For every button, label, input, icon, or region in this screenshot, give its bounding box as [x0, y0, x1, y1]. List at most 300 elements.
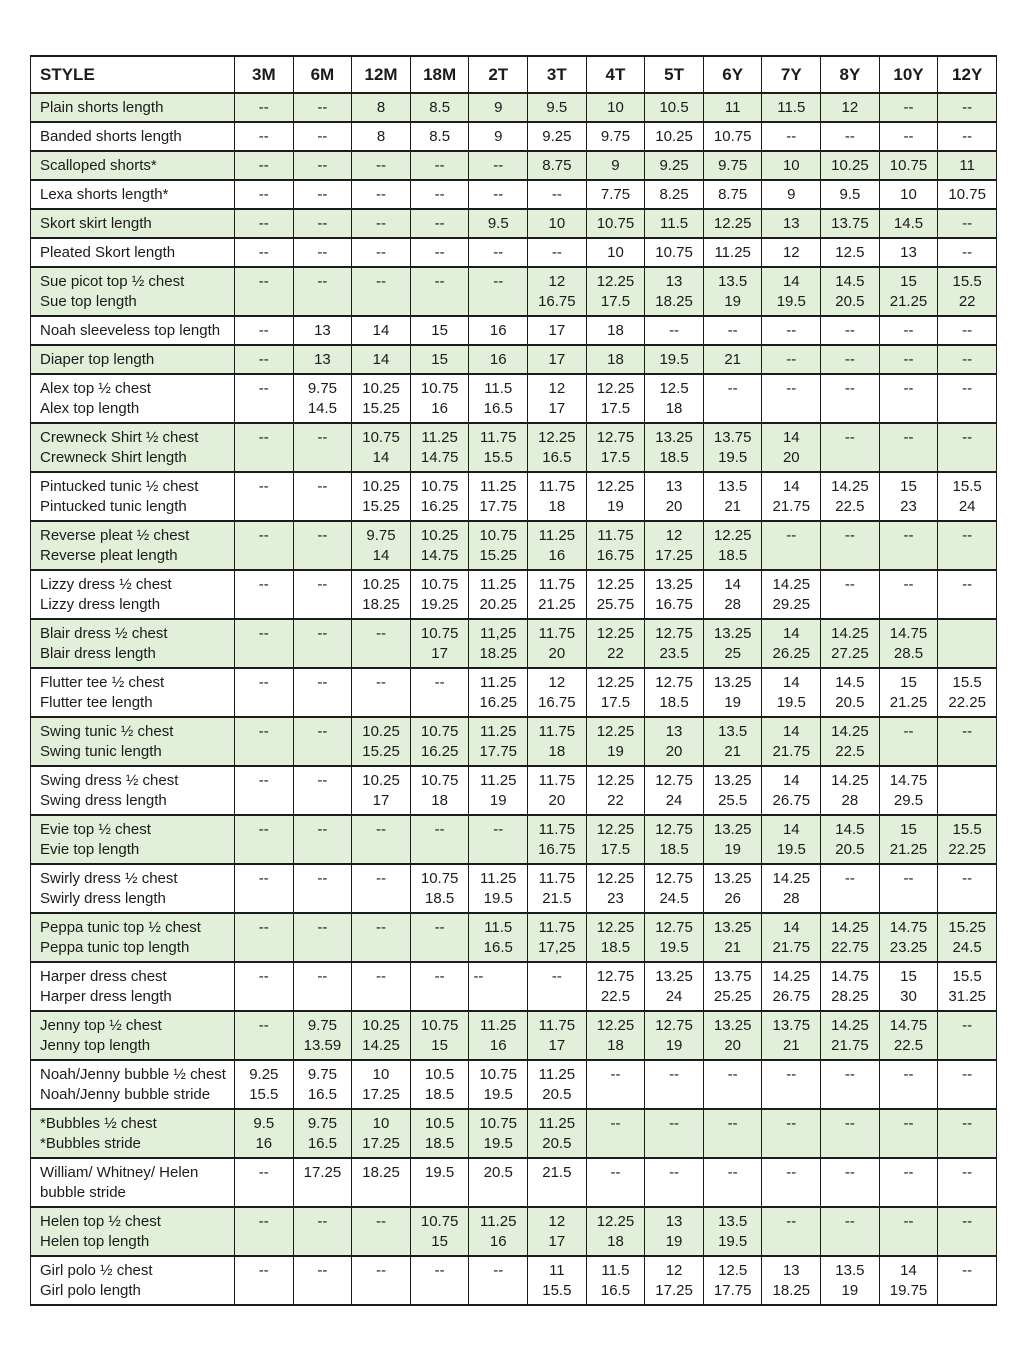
- size-cell: 13.25 21: [703, 913, 762, 962]
- size-cell: 14.25 22.75: [821, 913, 880, 962]
- size-cell: --: [528, 238, 587, 267]
- size-cell: 11.75 21.25: [528, 570, 587, 619]
- size-cell: 10.75 19.25: [410, 570, 469, 619]
- size-cell: --: [235, 151, 294, 180]
- size-cell: 14.25 29.25: [762, 570, 821, 619]
- size-cell: 12.5 18: [645, 374, 704, 423]
- size-cell: 12.75 17.5: [586, 423, 645, 472]
- size-cell: 11: [938, 151, 997, 180]
- size-cell: --: [235, 962, 294, 1011]
- size-cell: --: [293, 151, 352, 180]
- size-cell: --: [586, 1109, 645, 1158]
- size-cell: 10.75 19.5: [469, 1109, 528, 1158]
- size-cell: 12 17: [528, 1207, 587, 1256]
- size-cell: --: [293, 913, 352, 962]
- row-label: William/ Whitney/ Helen bubble stride: [31, 1158, 235, 1207]
- size-cell: --: [293, 1256, 352, 1305]
- size-cell: 13.25 18.5: [645, 423, 704, 472]
- size-cell: 19.5: [410, 1158, 469, 1207]
- size-cell: --: [938, 1158, 997, 1207]
- size-cell: --: [938, 570, 997, 619]
- size-cell: --: [821, 864, 880, 913]
- size-cell: --: [410, 151, 469, 180]
- size-cell: 13 19: [645, 1207, 704, 1256]
- size-cell: --: [879, 570, 938, 619]
- row-label: *Bubbles ½ chest *Bubbles stride: [31, 1109, 235, 1158]
- size-cell: --: [938, 1011, 997, 1060]
- size-cell: --: [293, 1207, 352, 1256]
- size-cell: --: [821, 345, 880, 374]
- table-row: [31, 1109, 997, 1158]
- size-cell: 9.75 16.5: [293, 1109, 352, 1158]
- size-cell: --: [352, 815, 411, 864]
- size-cell: 11.75 15.5: [469, 423, 528, 472]
- size-cell: 10 17.25: [352, 1109, 411, 1158]
- size-cell: --: [938, 1256, 997, 1305]
- size-cell: 14 19.5: [762, 668, 821, 717]
- size-cell: --: [235, 180, 294, 209]
- size-cell: 13 20: [645, 472, 704, 521]
- size-cell: --: [352, 962, 411, 1011]
- size-cell: 12 16.75: [528, 668, 587, 717]
- size-cell: 15 23: [879, 472, 938, 521]
- size-cell: 12.5 17.75: [703, 1256, 762, 1305]
- size-cell: 9: [586, 151, 645, 180]
- size-cell: 11.75 20: [528, 766, 587, 815]
- size-column-header: 4T: [586, 56, 645, 93]
- size-cell: --: [293, 122, 352, 151]
- size-cell: 10.75 16.25: [410, 717, 469, 766]
- size-cell: 11.25 16: [469, 1207, 528, 1256]
- size-cell: 10.25 18.25: [352, 570, 411, 619]
- row-label: Banded shorts length: [31, 122, 235, 151]
- size-cell: 13.25 16.75: [645, 570, 704, 619]
- size-cell: 21: [703, 345, 762, 374]
- size-cell: 11.25 20.25: [469, 570, 528, 619]
- size-cell: 12.75 18.5: [645, 815, 704, 864]
- size-cell: --: [469, 267, 528, 316]
- size-cell: 12.25 17.5: [586, 267, 645, 316]
- size-cell: 11.5 16.5: [469, 913, 528, 962]
- size-cell: 9.75: [586, 122, 645, 151]
- size-cell: 13.25 25: [703, 619, 762, 668]
- size-cell: --: [293, 570, 352, 619]
- size-cell: 14 20: [762, 423, 821, 472]
- table-row: [31, 180, 997, 209]
- row-label: Peppa tunic top ½ chest Peppa tunic top length: [31, 913, 235, 962]
- size-cell: --: [235, 209, 294, 238]
- size-cell: 15.5 31.25: [938, 962, 997, 1011]
- size-cell: 14 19.75: [879, 1256, 938, 1305]
- size-cell: 15 30: [879, 962, 938, 1011]
- size-cell: 9: [469, 122, 528, 151]
- size-cell: 13: [762, 209, 821, 238]
- size-cell: [938, 766, 997, 815]
- row-label: Scalloped shorts*: [31, 151, 235, 180]
- size-cell: 11.25 16: [528, 521, 587, 570]
- table-row: [31, 717, 997, 766]
- size-column-header: 7Y: [762, 56, 821, 93]
- size-cell: --: [938, 93, 997, 122]
- size-cell: 11.75 16.75: [528, 815, 587, 864]
- size-cell: --: [821, 1109, 880, 1158]
- size-cell: --: [938, 1060, 997, 1109]
- table-row: [31, 1158, 997, 1207]
- row-label: Plain shorts length: [31, 93, 235, 122]
- size-cell: 11.5: [762, 93, 821, 122]
- size-cell: 14.75 29.5: [879, 766, 938, 815]
- table-row: [31, 238, 997, 267]
- table-row: [31, 93, 997, 122]
- size-cell: --: [293, 717, 352, 766]
- size-cell: 14 19.5: [762, 267, 821, 316]
- size-cell: 10.25: [645, 122, 704, 151]
- row-label: Lizzy dress ½ chest Lizzy dress length: [31, 570, 235, 619]
- size-cell: --: [938, 864, 997, 913]
- size-cell: --: [879, 521, 938, 570]
- size-cell: 12 17: [528, 374, 587, 423]
- size-cell: --: [821, 1060, 880, 1109]
- size-cell: 13.75 21: [762, 1011, 821, 1060]
- size-cell: --: [235, 238, 294, 267]
- size-column-header: 3T: [528, 56, 587, 93]
- size-cell: 11.25 16.25: [469, 668, 528, 717]
- row-label: Blair dress ½ chest Blair dress length: [31, 619, 235, 668]
- row-label: Pleated Skort length: [31, 238, 235, 267]
- size-cell: --: [762, 1158, 821, 1207]
- size-cell: --: [821, 570, 880, 619]
- size-cell: 12 17.25: [645, 1256, 704, 1305]
- size-cell: --: [879, 717, 938, 766]
- size-cell: 10.25 14.25: [352, 1011, 411, 1060]
- size-cell: --: [235, 717, 294, 766]
- table-row: [31, 209, 997, 238]
- size-cell: 14.25 27.25: [821, 619, 880, 668]
- size-cell: 11.75 18: [528, 472, 587, 521]
- size-cell: 13.5 21: [703, 472, 762, 521]
- size-cell: 12.75 24.5: [645, 864, 704, 913]
- size-cell: --: [410, 1256, 469, 1305]
- size-cell: 11.5: [645, 209, 704, 238]
- size-cell: 14.75 28.5: [879, 619, 938, 668]
- size-column-header: 12Y: [938, 56, 997, 93]
- size-cell: 21.5: [528, 1158, 587, 1207]
- size-cell: --: [235, 472, 294, 521]
- size-cell: 15 21.25: [879, 267, 938, 316]
- row-label: Evie top ½ chest Evie top length: [31, 815, 235, 864]
- size-cell: 12 17.25: [645, 521, 704, 570]
- size-cell: 12.25 25.75: [586, 570, 645, 619]
- size-cell: 17: [528, 316, 587, 345]
- row-label: Skort skirt length: [31, 209, 235, 238]
- size-cell: 13: [293, 316, 352, 345]
- size-cell: --: [821, 122, 880, 151]
- size-cell: 9.75 14.5: [293, 374, 352, 423]
- size-cell: 10.75 15.25: [469, 521, 528, 570]
- size-cell: 15.5 22.25: [938, 815, 997, 864]
- size-cell: 8.5: [410, 93, 469, 122]
- size-cell: --: [235, 345, 294, 374]
- size-cell: 8.75: [703, 180, 762, 209]
- row-label: Swing tunic ½ chest Swing tunic length: [31, 717, 235, 766]
- size-cell: --: [762, 122, 821, 151]
- size-cell: --: [938, 423, 997, 472]
- size-cell: 11.5 16.5: [469, 374, 528, 423]
- size-cell: 15 21.25: [879, 815, 938, 864]
- size-cell: 13.25 25.5: [703, 766, 762, 815]
- size-cell: --: [645, 1158, 704, 1207]
- size-cell: --: [938, 316, 997, 345]
- size-cell: 12.25 22: [586, 766, 645, 815]
- size-cell: 13.25 19: [703, 815, 762, 864]
- size-cell: --: [586, 1158, 645, 1207]
- size-cell: --: [293, 209, 352, 238]
- size-cell: --: [703, 316, 762, 345]
- size-cell: 10.5 18.5: [410, 1060, 469, 1109]
- size-cell: --: [410, 238, 469, 267]
- size-cell: --: [938, 374, 997, 423]
- table-row: [31, 913, 997, 962]
- size-column-header: 18M: [410, 56, 469, 93]
- row-label: Flutter tee ½ chest Flutter tee length: [31, 668, 235, 717]
- size-cell: --: [703, 1060, 762, 1109]
- size-cell: 14 21.75: [762, 472, 821, 521]
- table-row: [31, 864, 997, 913]
- size-cell: --: [762, 374, 821, 423]
- size-cell: --: [879, 316, 938, 345]
- table-row: [31, 122, 997, 151]
- size-cell: 8.75: [528, 151, 587, 180]
- size-cell: 10.75 15: [410, 1207, 469, 1256]
- row-label: Crewneck Shirt ½ chest Crewneck Shirt length: [31, 423, 235, 472]
- size-cell: 13.75 19.5: [703, 423, 762, 472]
- size-cell: 9.25 15.5: [235, 1060, 294, 1109]
- size-cell: --: [879, 423, 938, 472]
- size-cell: --: [410, 668, 469, 717]
- size-cell: --: [528, 962, 587, 1011]
- size-cell: --: [821, 423, 880, 472]
- size-cell: 11: [703, 93, 762, 122]
- size-cell: 9.5: [469, 209, 528, 238]
- size-cell: 11.25 19: [469, 766, 528, 815]
- size-cell: 11.25 17.75: [469, 717, 528, 766]
- size-cell: --: [703, 1158, 762, 1207]
- size-column-header: 5T: [645, 56, 704, 93]
- size-column-header: 3M: [235, 56, 294, 93]
- size-cell: --: [235, 1207, 294, 1256]
- size-cell: --: [235, 815, 294, 864]
- size-cell: --: [235, 668, 294, 717]
- size-cell: 12: [762, 238, 821, 267]
- size-cell: 11.75 17,25: [528, 913, 587, 962]
- size-cell: 10.25 15.25: [352, 472, 411, 521]
- size-cell: --: [821, 1207, 880, 1256]
- table-row: [31, 423, 997, 472]
- size-cell: 9.25: [645, 151, 704, 180]
- size-cell: 13.5 19: [821, 1256, 880, 1305]
- size-cell: 10.75: [645, 238, 704, 267]
- size-cell: --: [938, 521, 997, 570]
- size-cell: 11.25: [703, 238, 762, 267]
- size-cell: 10.75 17: [410, 619, 469, 668]
- size-cell: 11 15.5: [528, 1256, 587, 1305]
- size-cell: 13 20: [645, 717, 704, 766]
- size-cell: 12.25 23: [586, 864, 645, 913]
- size-cell: 12.25 17.5: [586, 668, 645, 717]
- size-cell: 9.5: [821, 180, 880, 209]
- size-cell: 13: [879, 238, 938, 267]
- table-row: [31, 668, 997, 717]
- size-cell: --: [879, 345, 938, 374]
- row-label: Reverse pleat ½ chest Reverse pleat length: [31, 521, 235, 570]
- size-cell: [938, 619, 997, 668]
- size-cell: --: [293, 93, 352, 122]
- size-cell: 10.25 15.25: [352, 374, 411, 423]
- row-label: Helen top ½ chest Helen top length: [31, 1207, 235, 1256]
- size-cell: 15.5 22: [938, 267, 997, 316]
- size-cell: --: [352, 151, 411, 180]
- size-cell: --: [235, 374, 294, 423]
- size-cell: --: [293, 180, 352, 209]
- size-cell: 9.25: [528, 122, 587, 151]
- size-cell: 16: [469, 345, 528, 374]
- table-row: [31, 962, 997, 1011]
- size-cell: 13.75: [821, 209, 880, 238]
- size-cell: 11.25 14.75: [410, 423, 469, 472]
- size-cell: 12.25 17.5: [586, 815, 645, 864]
- size-cell: --: [235, 316, 294, 345]
- size-cell: --: [352, 1207, 411, 1256]
- size-cell: --: [762, 316, 821, 345]
- size-cell: 10: [879, 180, 938, 209]
- size-cell: 14: [352, 345, 411, 374]
- size-cell: 9.75 14: [352, 521, 411, 570]
- size-cell: --: [879, 93, 938, 122]
- size-cell: 15: [410, 316, 469, 345]
- size-cell: 10.75 16: [410, 374, 469, 423]
- size-cell: --: [293, 472, 352, 521]
- size-cell: --: [352, 668, 411, 717]
- row-label: Noah/Jenny bubble ½ chest Noah/Jenny bubble stride: [31, 1060, 235, 1109]
- size-cell: --: [352, 267, 411, 316]
- size-cell: 10.75: [938, 180, 997, 209]
- size-cell: 14.75 28.25: [821, 962, 880, 1011]
- size-cell: 12.75 18.5: [645, 668, 704, 717]
- size-cell: --: [703, 1109, 762, 1158]
- size-cell: --: [703, 374, 762, 423]
- size-cell: 18: [586, 316, 645, 345]
- row-label: Jenny top ½ chest Jenny top length: [31, 1011, 235, 1060]
- size-cell: --: [410, 267, 469, 316]
- size-cell: 14.5: [879, 209, 938, 238]
- size-cell: --: [762, 1109, 821, 1158]
- size-cell: --: [821, 521, 880, 570]
- size-cell: --: [293, 864, 352, 913]
- row-label: Girl polo ½ chest Girl polo length: [31, 1256, 235, 1305]
- size-cell: --: [235, 766, 294, 815]
- table-row: [31, 345, 997, 374]
- size-column-header: 2T: [469, 56, 528, 93]
- size-cell: 11.25 19.5: [469, 864, 528, 913]
- size-cell: 10.75 19.5: [469, 1060, 528, 1109]
- size-cell: 13.25 24: [645, 962, 704, 1011]
- size-cell: --: [938, 122, 997, 151]
- size-cell: 13.25 26: [703, 864, 762, 913]
- size-cell: --: [938, 717, 997, 766]
- size-cell: 12: [821, 93, 880, 122]
- size-cell: 12.25 17.5: [586, 374, 645, 423]
- size-cell: 9: [762, 180, 821, 209]
- size-cell: 14.25 22.5: [821, 472, 880, 521]
- size-cell: 13 18.25: [645, 267, 704, 316]
- size-cell: 13.25 20: [703, 1011, 762, 1060]
- size-cell: 10.25 15.25: [352, 717, 411, 766]
- size-cell: --: [235, 1256, 294, 1305]
- size-cell: 14.5 20.5: [821, 267, 880, 316]
- size-cell: --: [293, 267, 352, 316]
- table-row: [31, 521, 997, 570]
- size-cell: --: [879, 1158, 938, 1207]
- size-cell: 14.25 28: [762, 864, 821, 913]
- table-row: [31, 815, 997, 864]
- size-cell: 15: [410, 345, 469, 374]
- row-label: Sue picot top ½ chest Sue top length: [31, 267, 235, 316]
- size-cell: 11.25 20.5: [528, 1109, 587, 1158]
- size-cell: --: [410, 209, 469, 238]
- row-label: Lexa shorts length*: [31, 180, 235, 209]
- size-cell: --: [762, 1060, 821, 1109]
- size-cell: 10.25: [821, 151, 880, 180]
- size-cell: --: [235, 1011, 294, 1060]
- table-row: [31, 1207, 997, 1256]
- size-cell: 19.5: [645, 345, 704, 374]
- table-row: [31, 267, 997, 316]
- size-cell: 13.75 25.25: [703, 962, 762, 1011]
- row-label: Alex top ½ chest Alex top length: [31, 374, 235, 423]
- size-cell: 12.75 22.5: [586, 962, 645, 1011]
- size-cell: 15.5 22.25: [938, 668, 997, 717]
- size-cell: 12.25 16.5: [528, 423, 587, 472]
- size-cell: --: [352, 180, 411, 209]
- size-cell: 10: [586, 93, 645, 122]
- size-cell: 8: [352, 122, 411, 151]
- size-cell: 10.75: [586, 209, 645, 238]
- size-cell: 11.25 16: [469, 1011, 528, 1060]
- size-cell: 13.5 19: [703, 267, 762, 316]
- size-cell: 14.75 23.25: [879, 913, 938, 962]
- size-cell: --: [821, 374, 880, 423]
- size-column-header: 6Y: [703, 56, 762, 93]
- size-column-header: 6M: [293, 56, 352, 93]
- size-cell: 12.25 18.5: [586, 913, 645, 962]
- size-cell: 10.5 18.5: [410, 1109, 469, 1158]
- table-header: [31, 56, 997, 93]
- size-cell: 10.75: [703, 122, 762, 151]
- table-row: [31, 472, 997, 521]
- size-cell: --: [235, 619, 294, 668]
- size-cell: 14 26.25: [762, 619, 821, 668]
- style-column-header: STYLE: [31, 56, 235, 93]
- size-cell: --: [410, 815, 469, 864]
- size-cell: --: [938, 1207, 997, 1256]
- size-cell: --: [235, 423, 294, 472]
- size-cell: 20.5: [469, 1158, 528, 1207]
- size-cell: 13.5 21: [703, 717, 762, 766]
- size-cell: --: [879, 374, 938, 423]
- size-cell: --: [235, 1158, 294, 1207]
- size-cell: 9.75 16.5: [293, 1060, 352, 1109]
- size-cell: 11.25 17.75: [469, 472, 528, 521]
